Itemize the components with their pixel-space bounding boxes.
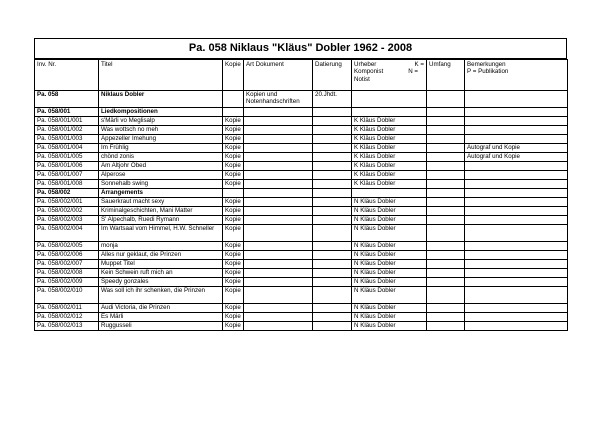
cell-umfang xyxy=(427,180,465,189)
cell-datierung xyxy=(313,278,352,287)
cell-datierung xyxy=(313,313,352,322)
cell-inv: Pa. 058/002/007 xyxy=(35,260,99,269)
cell-datierung xyxy=(313,269,352,278)
cell-titel: Appezeller Imehung xyxy=(99,135,223,144)
cell-titel: Audi Victoria, die Prinzen xyxy=(99,304,223,313)
cell-bem xyxy=(465,108,568,117)
cell-datierung xyxy=(313,251,352,260)
table-row xyxy=(35,108,568,117)
cell-inv: Pa. 058/001 xyxy=(35,108,99,117)
cell-kopie: Kopie xyxy=(223,225,244,242)
cell-umfang xyxy=(427,269,465,278)
cell-titel: monja xyxy=(99,242,223,251)
cell-urheber: N Kläus Dobler xyxy=(352,278,427,287)
cell-art xyxy=(244,242,313,251)
cell-datierung xyxy=(313,153,352,162)
cell-art xyxy=(244,304,313,313)
cell-bem xyxy=(465,171,568,180)
cell-bem: Autograf und Kopie xyxy=(465,153,568,162)
table-row xyxy=(35,304,568,313)
table-row xyxy=(35,216,568,225)
cell-kopie: Kopie xyxy=(223,144,244,153)
cell-urheber: K Kläus Dobler xyxy=(352,153,427,162)
cell-art xyxy=(244,207,313,216)
cell-titel: Es Märli xyxy=(99,313,223,322)
cell-umfang xyxy=(427,322,465,331)
table-row xyxy=(35,207,568,216)
inventory-sheet xyxy=(34,38,567,331)
cell-inv: Pa. 058/002/010 xyxy=(35,287,99,304)
cell-bem xyxy=(465,162,568,171)
cell-umfang xyxy=(427,304,465,313)
cell-titel: Im Frühlig xyxy=(99,144,223,153)
cell-art xyxy=(244,287,313,304)
cell-datierung xyxy=(313,180,352,189)
cell-urheber: K Kläus Dobler xyxy=(352,180,427,189)
cell-bem xyxy=(465,242,568,251)
cell-umfang xyxy=(427,171,465,180)
cell-datierung xyxy=(313,189,352,198)
cell-inv: Pa. 058/002/009 xyxy=(35,278,99,287)
cell-kopie: Kopie xyxy=(223,207,244,216)
table-row xyxy=(35,162,568,171)
cell-datierung: 20.Jhdt. xyxy=(313,91,352,108)
cell-bem xyxy=(465,216,568,225)
cell-art xyxy=(244,322,313,331)
cell-inv: Pa. 058/002/003 xyxy=(35,216,99,225)
cell-umfang xyxy=(427,251,465,260)
cell-umfang xyxy=(427,126,465,135)
cell-urheber: K Kläus Dobler xyxy=(352,117,427,126)
cell-inv: Pa. 058/002/012 xyxy=(35,313,99,322)
cell-kopie: Kopie xyxy=(223,135,244,144)
document-title: Pa. 058 Niklaus "Kläus" Dobler 1962 - 2008 xyxy=(34,38,567,59)
cell-inv: Pa. 058/002/002 xyxy=(35,207,99,216)
cell-datierung xyxy=(313,216,352,225)
cell-umfang xyxy=(427,287,465,304)
cell-titel: Sonnehalb swing xyxy=(99,180,223,189)
table-row xyxy=(35,278,568,287)
cell-inv: Pa. 058/002 xyxy=(35,189,99,198)
cell-umfang xyxy=(427,189,465,198)
cell-umfang xyxy=(427,216,465,225)
cell-art xyxy=(244,126,313,135)
table-row xyxy=(35,180,568,189)
cell-bem xyxy=(465,126,568,135)
cell-kopie: Kopie xyxy=(223,304,244,313)
cell-titel: Kein Schwein ruft mich an xyxy=(99,269,223,278)
table-row xyxy=(35,126,568,135)
cell-art xyxy=(244,313,313,322)
cell-titel: Sauerkraut macht sexy xyxy=(99,198,223,207)
cell-titel: Ruggusseli xyxy=(99,322,223,331)
cell-art xyxy=(244,135,313,144)
cell-kopie xyxy=(223,91,244,108)
cell-art xyxy=(244,251,313,260)
header-bemerkungen xyxy=(465,60,568,91)
cell-datierung xyxy=(313,171,352,180)
cell-datierung xyxy=(313,135,352,144)
cell-umfang xyxy=(427,242,465,251)
cell-art xyxy=(244,108,313,117)
cell-datierung xyxy=(313,144,352,153)
cell-urheber: N Kläus Dobler xyxy=(352,304,427,313)
cell-datierung xyxy=(313,207,352,216)
cell-datierung xyxy=(313,198,352,207)
cell-urheber: N Kläus Dobler xyxy=(352,287,427,304)
cell-art xyxy=(244,144,313,153)
header-bemerkungen-publikation: P = Publikation xyxy=(467,68,509,76)
cell-inv: Pa. 058/001/005 xyxy=(35,153,99,162)
cell-bem xyxy=(465,198,568,207)
cell-urheber: N Kläus Dobler xyxy=(352,260,427,269)
cell-bem xyxy=(465,260,568,269)
header-urheber-n: N = xyxy=(408,68,418,76)
cell-art xyxy=(244,189,313,198)
cell-datierung xyxy=(313,322,352,331)
cell-urheber xyxy=(352,108,427,117)
cell-inv: Pa. 058/001/001 xyxy=(35,117,99,126)
cell-titel: Im Wartsaal vom Himmel, H.W. Schneller xyxy=(99,225,223,242)
cell-umfang xyxy=(427,117,465,126)
cell-inv: Pa. 058/002/008 xyxy=(35,269,99,278)
cell-kopie: Kopie xyxy=(223,126,244,135)
cell-kopie: Kopie xyxy=(223,287,244,304)
cell-inv: Pa. 058/001/007 xyxy=(35,171,99,180)
cell-datierung xyxy=(313,126,352,135)
header-urheber xyxy=(352,60,427,91)
cell-urheber: N Kläus Dobler xyxy=(352,198,427,207)
cell-inv: Pa. 058/001/004 xyxy=(35,144,99,153)
cell-kopie: Kopie xyxy=(223,198,244,207)
cell-art xyxy=(244,153,313,162)
cell-titel: Speedy gonzales xyxy=(99,278,223,287)
cell-umfang xyxy=(427,162,465,171)
cell-art xyxy=(244,269,313,278)
cell-bem xyxy=(465,189,568,198)
cell-kopie: Kopie xyxy=(223,260,244,269)
cell-kopie: Kopie xyxy=(223,153,244,162)
cell-urheber: N Kläus Dobler xyxy=(352,251,427,260)
table-row xyxy=(35,251,568,260)
cell-kopie: Kopie xyxy=(223,322,244,331)
cell-umfang xyxy=(427,278,465,287)
cell-bem xyxy=(465,91,568,108)
cell-umfang xyxy=(427,225,465,242)
cell-urheber: N Kläus Dobler xyxy=(352,216,427,225)
cell-titel: Arrangements xyxy=(99,189,223,198)
cell-datierung xyxy=(313,287,352,304)
cell-titel: s'Märli vo Meglisalp xyxy=(99,117,223,126)
cell-kopie: Kopie xyxy=(223,162,244,171)
cell-umfang xyxy=(427,144,465,153)
cell-kopie xyxy=(223,108,244,117)
cell-kopie: Kopie xyxy=(223,242,244,251)
cell-inv: Pa. 058/002/013 xyxy=(35,322,99,331)
cell-datierung xyxy=(313,162,352,171)
cell-kopie: Kopie xyxy=(223,269,244,278)
cell-inv: Pa. 058/002/006 xyxy=(35,251,99,260)
cell-datierung xyxy=(313,260,352,269)
cell-datierung xyxy=(313,108,352,117)
cell-bem xyxy=(465,322,568,331)
header-urheber-label: Urheber xyxy=(354,61,377,68)
table-row xyxy=(35,198,568,207)
cell-inv: Pa. 058/001/002 xyxy=(35,126,99,135)
table-row xyxy=(35,260,568,269)
header-bemerkungen-label: Bemerkungen xyxy=(467,61,506,68)
cell-bem xyxy=(465,269,568,278)
cell-art xyxy=(244,171,313,180)
cell-bem xyxy=(465,251,568,260)
cell-datierung xyxy=(313,225,352,242)
table-row xyxy=(35,322,568,331)
cell-urheber xyxy=(352,189,427,198)
cell-inv: Pa. 058/002/011 xyxy=(35,304,99,313)
table-row xyxy=(35,91,568,108)
cell-umfang xyxy=(427,91,465,108)
cell-urheber: K Kläus Dobler xyxy=(352,144,427,153)
cell-kopie: Kopie xyxy=(223,278,244,287)
cell-art xyxy=(244,278,313,287)
cell-inv: Pa. 058/001/008 xyxy=(35,180,99,189)
cell-urheber: N Kläus Dobler xyxy=(352,313,427,322)
cell-urheber: K Kläus Dobler xyxy=(352,126,427,135)
cell-inv: Pa. 058/001/003 xyxy=(35,135,99,144)
cell-umfang xyxy=(427,108,465,117)
cell-kopie xyxy=(223,189,244,198)
cell-art xyxy=(244,162,313,171)
cell-bem xyxy=(465,135,568,144)
cell-umfang xyxy=(427,198,465,207)
cell-umfang xyxy=(427,153,465,162)
cell-bem xyxy=(465,304,568,313)
table-row xyxy=(35,171,568,180)
cell-titel: Was wottsch no meh xyxy=(99,126,223,135)
cell-art: Kopien und Notenhandschriften xyxy=(244,91,313,108)
cell-titel: chönd zonis xyxy=(99,153,223,162)
header-kopie: Kopie xyxy=(223,60,244,91)
header-titel: Titel xyxy=(99,60,223,91)
cell-datierung xyxy=(313,304,352,313)
cell-inv: Pa. 058/002/004 xyxy=(35,225,99,242)
cell-titel: S' Alpechalb, Ruedi Rymann xyxy=(99,216,223,225)
cell-art xyxy=(244,117,313,126)
table-row xyxy=(35,189,568,198)
cell-urheber: N Kläus Dobler xyxy=(352,207,427,216)
cell-urheber: N Kläus Dobler xyxy=(352,225,427,242)
header-row xyxy=(35,60,568,91)
cell-art xyxy=(244,260,313,269)
cell-titel: Muppet Titel xyxy=(99,260,223,269)
cell-umfang xyxy=(427,313,465,322)
cell-art xyxy=(244,216,313,225)
cell-umfang xyxy=(427,260,465,269)
cell-titel: Liedkompositionen xyxy=(99,108,223,117)
cell-kopie: Kopie xyxy=(223,216,244,225)
cell-bem xyxy=(465,207,568,216)
cell-titel: Niklaus Dobler xyxy=(99,91,223,108)
cell-datierung xyxy=(313,242,352,251)
cell-kopie: Kopie xyxy=(223,313,244,322)
table-row xyxy=(35,135,568,144)
header-urheber-komponist: Komponist xyxy=(354,68,384,76)
cell-bem: Autograf und Kopie xyxy=(465,144,568,153)
header-umfang: Umfang xyxy=(427,60,465,91)
cell-art xyxy=(244,180,313,189)
cell-urheber: K Kläus Dobler xyxy=(352,162,427,171)
cell-umfang xyxy=(427,135,465,144)
cell-bem xyxy=(465,117,568,126)
header-datierung: Datierung xyxy=(313,60,352,91)
cell-bem xyxy=(465,287,568,304)
header-art: Art Dokument xyxy=(244,60,313,91)
table-row xyxy=(35,287,568,304)
cell-titel: Kriminalgeschichten, Mani Matter xyxy=(99,207,223,216)
table-row xyxy=(35,269,568,278)
cell-bem xyxy=(465,180,568,189)
table-row xyxy=(35,313,568,322)
header-urheber-k: K = xyxy=(414,61,424,68)
table-row xyxy=(35,117,568,126)
cell-kopie: Kopie xyxy=(223,117,244,126)
cell-urheber xyxy=(352,91,427,108)
cell-kopie: Kopie xyxy=(223,171,244,180)
cell-kopie: Kopie xyxy=(223,180,244,189)
cell-urheber: K Kläus Dobler xyxy=(352,171,427,180)
cell-titel: Was soll ich ihr schenken, die Prinzen xyxy=(99,287,223,304)
table-row xyxy=(35,153,568,162)
cell-datierung xyxy=(313,117,352,126)
cell-art xyxy=(244,198,313,207)
cell-bem xyxy=(465,225,568,242)
inventory-table xyxy=(34,59,568,331)
cell-bem xyxy=(465,278,568,287)
cell-bem xyxy=(465,313,568,322)
cell-art xyxy=(244,225,313,242)
cell-inv: Pa. 058/002/005 xyxy=(35,242,99,251)
cell-kopie: Kopie xyxy=(223,251,244,260)
header-urheber-notist: Notist xyxy=(354,75,370,83)
cell-titel: Alperose xyxy=(99,171,223,180)
cell-inv: Pa. 058/001/006 xyxy=(35,162,99,171)
cell-inv: Pa. 058 xyxy=(35,91,99,108)
cell-urheber: K Kläus Dobler xyxy=(352,135,427,144)
cell-umfang xyxy=(427,207,465,216)
header-inv: Inv. Nr. xyxy=(35,60,99,91)
table-row xyxy=(35,144,568,153)
table-row xyxy=(35,242,568,251)
cell-titel: Alles nur geklaut, die Prinzen xyxy=(99,251,223,260)
cell-urheber: N Kläus Dobler xyxy=(352,322,427,331)
cell-inv: Pa. 058/002/001 xyxy=(35,198,99,207)
cell-urheber: N Kläus Dobler xyxy=(352,269,427,278)
cell-titel: Am Altjohr Obed xyxy=(99,162,223,171)
table-row xyxy=(35,225,568,242)
cell-urheber: N Kläus Dobler xyxy=(352,242,427,251)
